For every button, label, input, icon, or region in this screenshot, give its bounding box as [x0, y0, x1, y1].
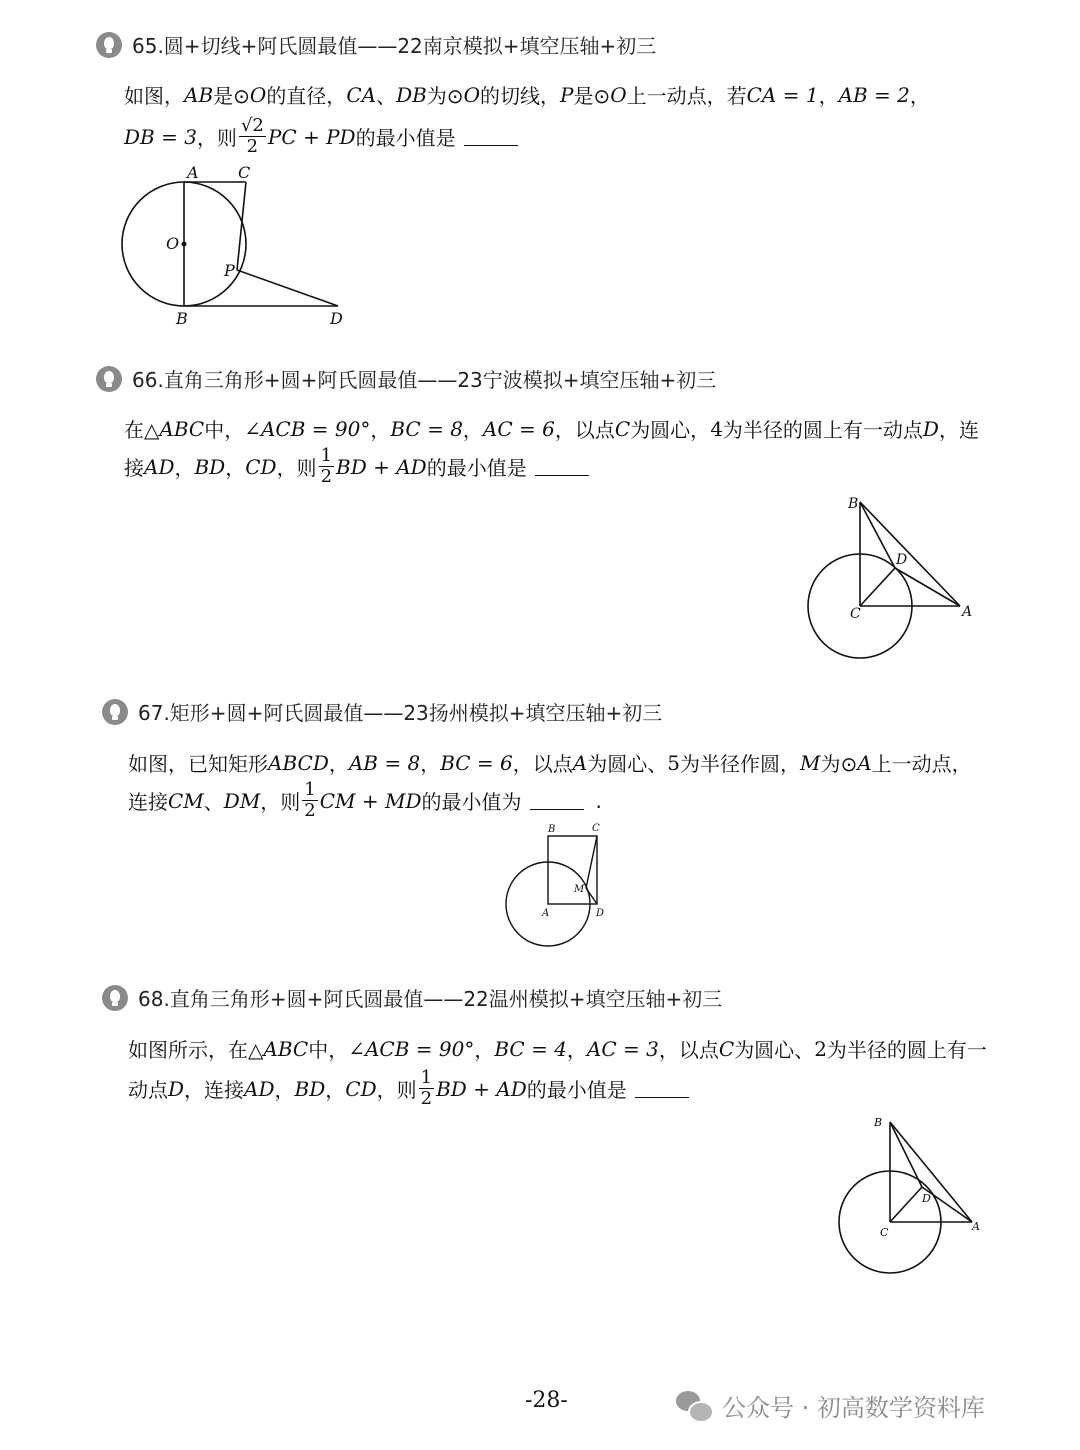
text: ， [420, 752, 441, 776]
segment-md [586, 888, 597, 904]
math-o: O [249, 82, 267, 107]
math-bd: BD [294, 1076, 326, 1101]
problem-68-figure [826, 1110, 996, 1285]
lightbulb-icon [102, 699, 128, 725]
text: ， [818, 84, 839, 108]
text: ，连 [938, 418, 979, 442]
problem-65-figure [110, 160, 360, 330]
math-cm: CM [168, 788, 204, 813]
fraction-numerator: 1 [320, 445, 333, 466]
math-angle: ∠ACB = 90° [348, 1036, 475, 1061]
text: ，则 [196, 126, 237, 150]
text: 如图， [124, 84, 184, 108]
problem-66-title [96, 364, 716, 393]
text: ， [370, 418, 391, 442]
label-b: B [874, 1116, 883, 1129]
text: 为半径作圆， [679, 752, 800, 776]
label-o: O [166, 234, 180, 253]
label-a: A [972, 1220, 980, 1233]
watermark-text: 公众号 · 初高数学资料库 [722, 1394, 985, 1422]
problem-65-title [96, 30, 656, 59]
math-p: P [559, 82, 574, 107]
fraction-numerator: √2 [240, 115, 264, 136]
text: 上一动点， [871, 752, 972, 776]
fraction [239, 116, 266, 157]
lightbulb-icon [96, 366, 122, 392]
wechat-icon [676, 1391, 712, 1421]
text: 的切线， [479, 84, 560, 108]
problem-67-title-text: 67.矩形+圆+阿氏圆最值——23扬州模拟+填空压轴+初三 [138, 701, 663, 725]
label-a: A [962, 604, 973, 620]
text: ，以点 [658, 1038, 719, 1062]
text: 、 [376, 84, 397, 108]
problem-67-line2 [128, 780, 602, 821]
fraction-denominator: 2 [304, 800, 316, 821]
problem-68-line2 [128, 1068, 689, 1109]
watermark [676, 1388, 985, 1423]
math-o: O [610, 82, 627, 107]
fraction [419, 1068, 434, 1109]
text: 是⊙ [213, 84, 250, 108]
text: 如图所示，在△ [128, 1038, 264, 1062]
problem-67-line1 [128, 748, 972, 777]
fraction [319, 446, 334, 487]
fraction-denominator: 2 [320, 466, 333, 487]
text: 的最小值是 [426, 456, 527, 480]
text: ， [462, 418, 483, 442]
label-c: C [880, 1226, 889, 1239]
answer-blank[interactable] [535, 457, 589, 476]
text: 是⊙ [573, 84, 611, 108]
math-eq-db: DB = 3 [124, 124, 197, 149]
math-expr: PC + PD [267, 124, 356, 149]
math-c: C [718, 1036, 735, 1061]
label-a: A [542, 908, 550, 919]
math-bc: BC = 4 [494, 1036, 567, 1061]
math-bd: BD [194, 454, 226, 479]
math-eq-ab: AB = 2 [838, 82, 910, 107]
segment-bd [860, 502, 895, 568]
math-angle: ∠ACB = 90° [244, 416, 371, 441]
text: ，则 [276, 456, 317, 480]
text: 接 [124, 456, 144, 480]
math-expr: CM + MD [319, 788, 422, 813]
answer-blank[interactable] [464, 127, 518, 146]
problem-68-title-text: 68.直角三角形+圆+阿氏圆最值——22温州模拟+填空压轴+初三 [138, 987, 723, 1011]
text: ， [566, 1038, 587, 1062]
lightbulb-icon [102, 985, 128, 1011]
text: 为圆心， [630, 418, 711, 442]
math-a: A [572, 750, 588, 775]
text: 连接 [128, 790, 168, 814]
problem-66-line2 [124, 446, 589, 487]
text: 的最小值是 [355, 126, 456, 150]
text: 为半径的圆上有一动点 [722, 418, 923, 442]
segment-pd [237, 270, 338, 306]
label-d: D [896, 552, 908, 568]
math-expr: BD + AD [336, 454, 427, 479]
math-cd: CD [245, 454, 277, 479]
text: 的最小值是 [526, 1078, 627, 1102]
problem-68-title [102, 983, 722, 1012]
text: 为圆心、 [587, 752, 668, 776]
text: . [595, 788, 602, 813]
text: 、 [203, 790, 224, 814]
text: ，连接 [184, 1078, 245, 1102]
math-dm: DM [223, 788, 261, 813]
label-c: C [850, 606, 861, 622]
answer-blank[interactable] [530, 791, 584, 810]
label-c: C [592, 823, 600, 834]
text: 为半径的圆上有一 [826, 1038, 987, 1062]
fraction-denominator: 2 [420, 1088, 433, 1109]
text: 的最小值为 [421, 790, 522, 814]
math-bc: BC = 8 [390, 416, 463, 441]
math-a: A [857, 750, 872, 775]
segment-cm [586, 836, 597, 888]
text: ， [225, 456, 246, 480]
text: 为⊙ [820, 752, 858, 776]
math-radius: 2 [814, 1036, 827, 1061]
math-abcd: ABCD [268, 750, 329, 775]
text: ，以点 [554, 418, 615, 442]
label-d: D [596, 908, 605, 919]
label-m: M [574, 884, 585, 895]
label-b: B [548, 824, 556, 835]
math-m: M [799, 750, 821, 775]
text: ， [274, 1078, 295, 1102]
label-a: A [187, 163, 199, 182]
text: 在△ [124, 418, 160, 442]
math-radius: 5 [667, 750, 680, 775]
math-ac: AC = 3 [586, 1036, 659, 1061]
text: ，则 [260, 790, 301, 814]
math-ad: AD [244, 1076, 275, 1101]
label-d: D [330, 309, 343, 328]
math-bc: BC = 6 [440, 750, 513, 775]
text: 动点 [128, 1078, 168, 1102]
text: ， [474, 1038, 495, 1062]
math-ac: AC = 6 [482, 416, 555, 441]
math-abc: ABC [159, 416, 205, 441]
math-ca: CA [346, 82, 377, 107]
text: ，则 [376, 1078, 417, 1102]
lightbulb-icon [96, 32, 122, 58]
label-b: B [848, 496, 859, 512]
problem-66-figure [790, 490, 990, 670]
text: ，以点 [512, 752, 573, 776]
math-d: D [922, 416, 939, 441]
problem-68-line1 [128, 1034, 987, 1063]
math-ab: AB [184, 82, 214, 107]
math-ab: AB = 8 [348, 750, 421, 775]
math-eq-ca: CA = 1 [746, 82, 819, 107]
text: 中， [204, 418, 245, 442]
text: ， [174, 456, 195, 480]
text: 为圆心、 [734, 1038, 815, 1062]
text: 中， [308, 1038, 349, 1062]
problem-65-line1 [124, 80, 930, 109]
fraction-numerator: 1 [420, 1067, 433, 1088]
problem-66-line1 [124, 414, 979, 443]
label-c: C [238, 163, 251, 182]
math-d: D [168, 1076, 185, 1101]
segment-cd [890, 1187, 922, 1222]
problem-67-figure [500, 818, 620, 952]
center-point [182, 242, 187, 247]
fraction [302, 780, 317, 821]
segment-da [895, 568, 960, 606]
problem-66-title-text: 66.直角三角形+圆+阿氏圆最值——23宁波模拟+填空压轴+初三 [132, 368, 717, 392]
text: 如图，已知矩形 [128, 752, 268, 776]
math-expr: BD + AD [436, 1076, 527, 1101]
answer-blank[interactable] [635, 1079, 689, 1098]
label-d: D [922, 1192, 931, 1205]
math-c: C [614, 416, 631, 441]
problem-65-title-text: 65.圆+切线+阿氏圆最值——22南京模拟+填空压轴+初三 [132, 34, 657, 58]
segment-cd [860, 568, 895, 606]
text: 上一动点，若 [626, 84, 747, 108]
label-b: B [176, 309, 188, 328]
math-ad: AD [144, 454, 175, 479]
fraction-numerator: 1 [304, 779, 316, 800]
math-o: O [463, 82, 480, 107]
math-cd: CD [345, 1076, 377, 1101]
text: 为⊙ [426, 84, 464, 108]
text: ， [909, 84, 930, 108]
label-p: P [224, 261, 235, 280]
text: 的直径， [266, 84, 347, 108]
fraction-denominator: 2 [246, 136, 259, 157]
math-db: DB [396, 82, 427, 107]
problem-65-line2 [124, 116, 518, 157]
math-radius: 4 [710, 416, 723, 441]
math-abc: ABC [263, 1036, 309, 1061]
problem-67-title [102, 697, 662, 726]
text: ， [325, 1078, 346, 1102]
text: ， [328, 752, 349, 776]
page-number: -28- [525, 1388, 568, 1413]
